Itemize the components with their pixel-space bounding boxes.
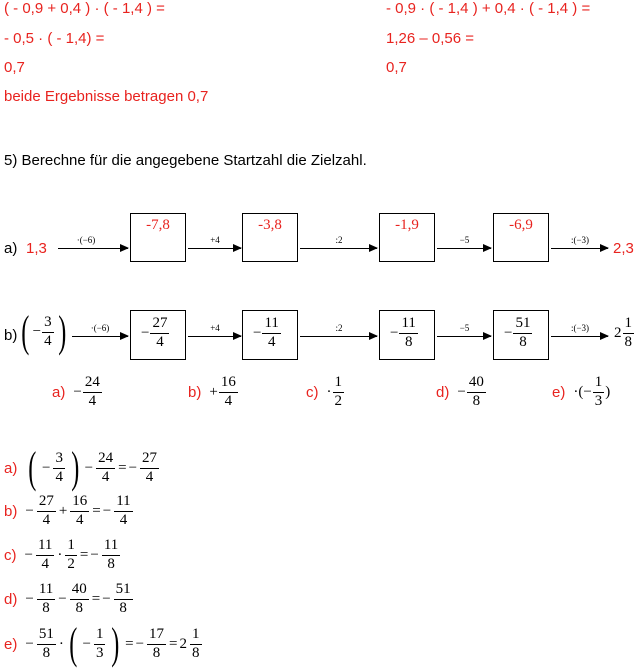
- step-c: c) · $\frac{1}{2}$: [306, 374, 342, 409]
- chain-a-arrow-5: [551, 248, 608, 249]
- chain-b-arrow-5: [551, 336, 608, 337]
- chain-b-arrow-1: [72, 336, 128, 337]
- top-right-line-3: 0,7: [386, 59, 407, 76]
- chain-a-arrow-3: [300, 248, 377, 249]
- chain-a-box-1: -7,8: [130, 213, 186, 262]
- step-a: a) − $\frac{24}{4}$: [52, 374, 100, 409]
- chain-a-op-2: +4: [210, 235, 220, 245]
- chain-a-op-4: −5: [459, 235, 470, 245]
- chain-b-op-4: −5: [459, 323, 470, 333]
- step-d: d) − $\frac{40}{8}$: [436, 374, 484, 409]
- chain-a-result: 2,3: [613, 240, 634, 257]
- chain-a-box-2: -3,8: [242, 213, 298, 262]
- chain-b-start: ( − $\frac{3}{4}$ ): [21, 307, 66, 356]
- equation-e: e) − $\frac{51}{8}$ · ( − $\frac{1}{3}$ ) = − $\frac{17}{8}$ = 2 $\frac{1}{8}$: [4, 619, 200, 668]
- top-left-line-1: ( - 0,9 + 0,4 ) · ( - 1,4 ) =: [4, 0, 165, 17]
- task-heading: 5) Berechne für die angegebene Startzahl die Zielzahl.: [4, 152, 367, 169]
- chain-a-arrow-1: [58, 248, 128, 249]
- chain-a-arrow-2: [188, 248, 241, 249]
- chain-b-box-4: − $\frac{51}{8}$: [493, 310, 549, 360]
- top-right-line-2: 1,26 – 0,56 =: [386, 30, 474, 47]
- chain-a-label: a): [4, 240, 18, 257]
- chain-b-arrow-4: [437, 336, 491, 337]
- chain-a-arrow-4: [437, 248, 491, 249]
- top-left-line-2: - 0,5 · ( - 1,4) =: [4, 30, 105, 47]
- step-b: b) + $\frac{16}{4}$: [188, 374, 236, 409]
- equation-b: b) − $\frac{27}{4}$ + $\frac{16}{4}$ = − $\frac{11}{4}$: [4, 493, 131, 528]
- chain-b-label: b): [4, 327, 18, 344]
- top-left-line-3: 0,7: [4, 59, 25, 76]
- equation-a: a) ( − $\frac{3}{4}$ ) − $\frac{24}{4}$ = − $\frac{27}{4}$: [4, 443, 158, 492]
- chain-b-box-2: − $\frac{11}{4}$: [242, 310, 298, 360]
- chain-b-arrow-2: [188, 336, 241, 337]
- chain-a-op-5: :(−3): [570, 235, 590, 245]
- chain-b-box-1: − $\frac{27}{4}$: [130, 310, 186, 360]
- top-right-line-1: - 0,9 · ( - 1,4 ) + 0,4 · ( - 1,4 ) =: [386, 0, 591, 17]
- chain-a-op-1: ·(−6): [76, 235, 96, 245]
- chain-b-result: 2 $\frac{1}{8}$: [614, 315, 632, 350]
- chain-b-op-1: ·(−6): [90, 323, 110, 333]
- chain-b-arrow-3: [300, 336, 377, 337]
- chain-b-box-3: − $\frac{11}{8}$: [379, 310, 435, 360]
- chain-b-op-5: :(−3): [570, 323, 590, 333]
- top-left-line-4: beide Ergebnisse betragen 0,7: [4, 88, 209, 105]
- equation-d: d) − $\frac{11}{8}$ − $\frac{40}{8}$ = − $\frac{51}{8}$: [4, 581, 131, 616]
- chain-a-box-4: -6,9: [493, 213, 549, 262]
- chain-b-op-2: +4: [210, 323, 220, 333]
- equation-c: c) − $\frac{11}{4}$ · $\frac{1}{2}$ = − $\frac{11}{8}$: [4, 537, 119, 572]
- chain-a-op-3: :2: [335, 235, 343, 245]
- chain-a-start: 1,3: [26, 240, 47, 257]
- chain-b-op-3: :2: [335, 323, 343, 333]
- step-e: e) ·(− $\frac{1}{3}$ ): [552, 374, 611, 409]
- chain-a-box-3: -1,9: [379, 213, 435, 262]
